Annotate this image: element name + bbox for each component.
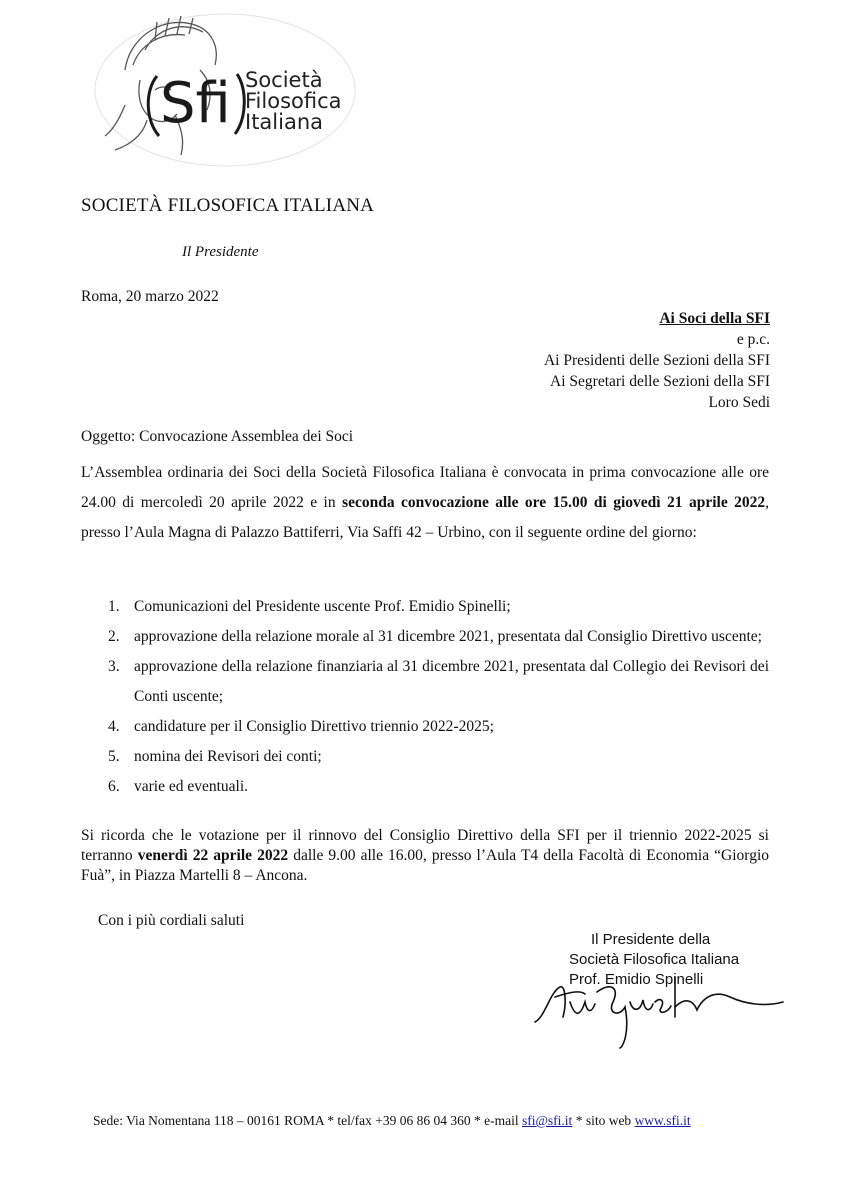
recipient-line-1: Ai Presidenti delle Sezioni della SFI [543, 352, 770, 369]
list-item-text: approvazione della relazione morale al 31 dicembre 2021, presentata dal Consiglio Direttivo uscente; [134, 628, 762, 645]
footer-website-link[interactable]: www.sfi.it [634, 1113, 691, 1128]
list-item [81, 652, 769, 712]
recipient-line-3: Loro Sedi [708, 394, 770, 411]
letter-date: Roma, 20 marzo 2022 [81, 288, 219, 305]
logo-line-3: Italiana [245, 110, 324, 134]
closing-greeting: Con i più cordiali saluti [98, 912, 245, 929]
handwritten-signature [525, 972, 790, 1052]
list-item-number: 1. [108, 598, 120, 615]
paragraph-text-b: , presso l’Aula Magna di Palazzo Battiferri, Via Saffi 42 – Urbino, con il seguente ordine del giorno: [81, 494, 769, 541]
reminder-text-a: Si ricorda che le votazione per il rinnovo del Consiglio Direttivo della SFI per il triennio 2022-2025 si terranno [81, 827, 769, 864]
recipient-cc: e p.c. [736, 331, 770, 348]
footer-address: Sede: Via Nomentana 118 – 00161 ROMA * tel/fax +39 06 86 04 360 * e-mail [93, 1113, 522, 1128]
paragraph-bold: seconda convocazione alle ore 15.00 di giovedì 21 aprile 2022 [342, 494, 766, 511]
reminder-bold: venerdì 22 aprile 2022 [137, 847, 289, 864]
svg-text:Sfi: Sfi [160, 71, 231, 136]
footer-email-link[interactable]: sfi@sfi.it [522, 1113, 573, 1128]
logo-line-1: Società [245, 68, 323, 92]
list-item-text: varie ed eventuali. [134, 778, 249, 795]
president-role: Il Presidente [182, 244, 259, 260]
organization-title: SOCIETÀ FILOSOFICA ITALIANA [81, 195, 375, 216]
signature-line-1: Il Presidente della [591, 931, 711, 948]
footer-contact [93, 1113, 691, 1129]
agenda-list [81, 592, 769, 802]
signature-line-2: Società Filosofica Italiana [569, 951, 740, 968]
list-item [81, 772, 769, 802]
recipients-block [544, 308, 770, 413]
list-item [81, 742, 769, 772]
list-item-number: 5. [108, 748, 120, 765]
recipient-line-2: Ai Segretari delle Sezioni della SFI [550, 373, 770, 390]
voting-reminder [81, 826, 769, 886]
footer-mid: * sito web [572, 1113, 635, 1128]
list-item [81, 592, 769, 622]
list-item-number: 6. [108, 778, 120, 795]
list-item [81, 622, 769, 652]
list-item-text: nomina dei Revisori dei conti; [134, 748, 322, 765]
list-item-text: candidature per il Consiglio Direttivo triennio 2022-2025; [134, 718, 494, 735]
list-item-number: 3. [108, 658, 120, 675]
convocation-paragraph [81, 458, 769, 548]
list-item [81, 712, 769, 742]
logo-wordmark [245, 70, 342, 133]
list-item-number: 4. [108, 718, 120, 735]
recipient-main: Ai Soci della SFI [659, 310, 770, 327]
paragraph-text-a: L’Assemblea ordinaria dei Soci della Società Filosofica Italiana è convocata in prima convocazione alle ore 24.00 di mercoledì 20 aprile 2022 e in [81, 464, 769, 511]
list-item-text: approvazione della relazione finanziaria al 31 dicembre 2021, presentata dal Collegio dei Revisori dei Conti uscente; [134, 658, 769, 705]
reminder-text-b: dalle 9.00 alle 16.00, presso l’Aula T4 della Facoltà di Economia “Giorgio Fuà”, in Piazza Martelli 8 – Ancona. [81, 847, 769, 884]
list-item-text: Comunicazioni del Presidente uscente Prof. Emidio Spinelli; [134, 598, 511, 615]
signature-line-3: Prof. Emidio Spinelli [569, 971, 704, 988]
signature-icon [525, 972, 790, 1052]
letter-subject: Oggetto: Convocazione Assemblea dei Soci [81, 428, 354, 445]
list-item-number: 2. [108, 628, 120, 645]
logo-line-2: Filosofica [245, 89, 342, 113]
